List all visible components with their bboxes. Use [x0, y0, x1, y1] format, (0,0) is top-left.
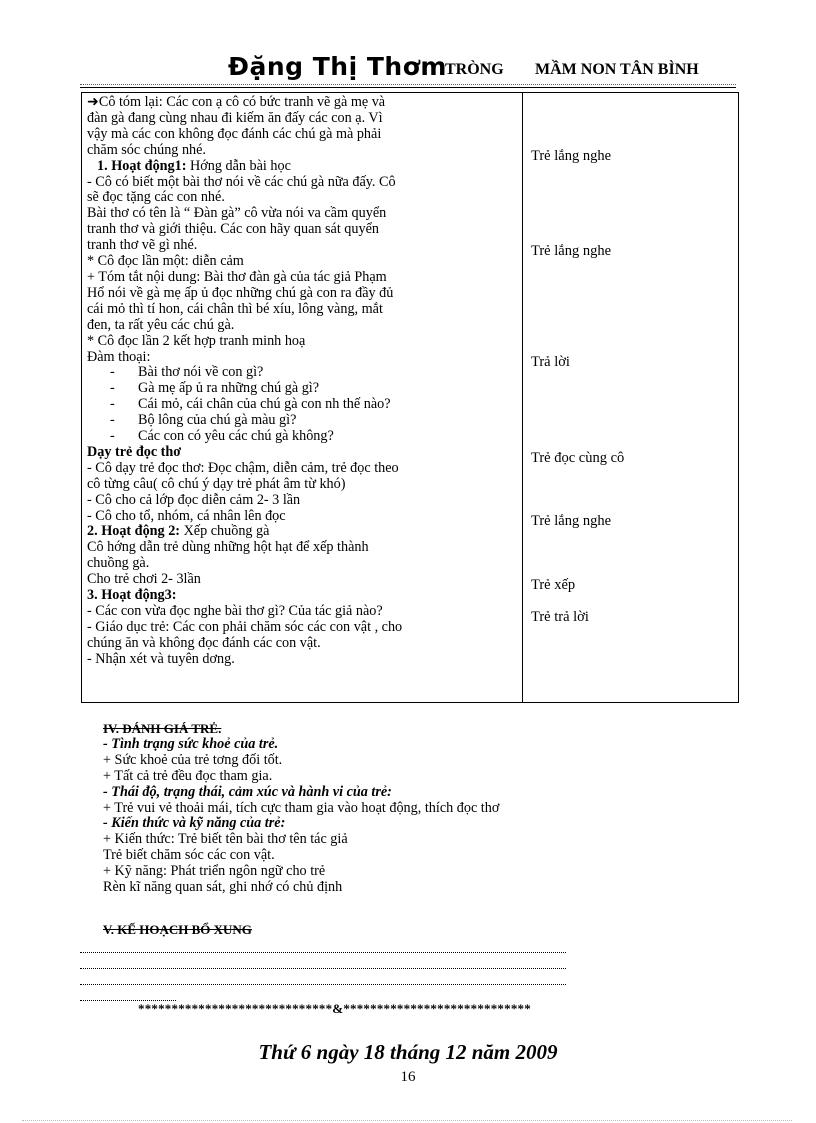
activity-text: Cho trẻ chơi 2- 3lần — [87, 571, 201, 588]
activity-text: sẽ đọc tặng các con nhé. — [87, 189, 225, 206]
bullet-dash: - — [110, 364, 115, 381]
activity-text: Xếp chuồng gà — [180, 523, 270, 540]
bullet-dash: - — [110, 412, 115, 429]
dialogue-question — [87, 429, 522, 445]
activity-line — [87, 222, 522, 238]
activity-text: Đàm thoại: — [87, 348, 151, 365]
activity-text: Cô hớng dẫn trẻ dùng những hột hạt để xếp thành — [87, 539, 369, 556]
evaluation-subheading: - Thái độ, trạng thái, cảm xúc và hành vi của trẻ: — [103, 783, 392, 800]
activity-text: Gà mẹ ấp ủ ra những chú gà gì? — [138, 380, 320, 397]
activity-line — [87, 206, 522, 222]
activity-text: đàn gà đang cùng nhau đi kiếm ăn đấy các con ạ. Vì — [87, 109, 383, 126]
child-response: Trẻ đọc cùng cô — [531, 449, 625, 466]
activity-line — [87, 540, 522, 556]
activity-text: * Cô đọc lần 2 kết hợp tranh minh hoạ — [87, 332, 306, 349]
activity-line — [87, 620, 522, 636]
activity-line — [87, 190, 522, 206]
blank-line-3 — [80, 984, 566, 985]
activity-line — [87, 127, 522, 143]
activity-heading: 1. Hoạt động1: — [97, 157, 187, 174]
dialogue-question — [87, 397, 522, 413]
activity-line — [87, 175, 522, 191]
activity-line — [87, 509, 522, 525]
evaluation-line: + Tất cả trẻ đều đọc tham gia. — [103, 767, 273, 784]
child-response: Trẻ lắng nghe — [531, 243, 612, 260]
lesson-table — [81, 92, 739, 703]
evaluation-line: + Kỹ năng: Phát triển ngôn ngữ cho trẻ — [103, 863, 326, 880]
bullet-dash: - — [110, 380, 115, 397]
school-label: TRÒNG — [445, 61, 504, 78]
activity-heading: 2. Hoạt động 2: — [87, 523, 181, 540]
activity-text: chăm sóc chúng nhé. — [87, 141, 206, 158]
activity-line — [87, 159, 522, 175]
bullet-dash: - — [110, 428, 115, 445]
activity-heading: Dạy trẻ đọc thơ — [87, 443, 182, 460]
evaluation-line: + Sức khoẻ của trẻ tơng đối tốt. — [103, 751, 283, 768]
activity-line — [87, 95, 522, 111]
activity-line — [87, 572, 522, 588]
activity-text: chúng ăn và không đọc đánh các con vật. — [87, 634, 321, 651]
activity-text: Bài thơ có tên là “ Đàn gà” cô vừa nói va cầm quyển — [87, 205, 387, 222]
child-response: Trẻ lắng nghe — [531, 513, 612, 530]
activity-text: Hớng dẫn bài học — [186, 157, 291, 174]
evaluation-subheading: - Kiến thức và kỹ năng của trẻ: — [103, 815, 286, 832]
dialogue-question — [87, 365, 522, 381]
teacher-activities — [82, 93, 522, 668]
activity-line — [87, 652, 522, 668]
activity-line — [87, 143, 522, 159]
activity-text: tranh thơ và giới thiệu. Các con hãy quan sát quyển — [87, 221, 379, 238]
header-rule — [80, 87, 736, 88]
activity-line — [87, 334, 522, 350]
activity-text: ➜Cô tóm lại: Các con ạ cô có bức tranh vẽ gà mẹ và — [87, 94, 386, 110]
activity-text: - Cô cho cả lớp đọc diễn cảm 2- 3 lần — [87, 491, 301, 508]
activity-line — [87, 445, 522, 461]
activity-text: vậy mà các con không đọc đánh các chú gà mà phải — [87, 125, 382, 142]
activity-line — [87, 302, 522, 318]
header-dotted-rule — [80, 84, 736, 85]
activity-line — [87, 493, 522, 509]
activity-text: Bộ lông của chú gà màu gì? — [138, 412, 297, 429]
activity-line — [87, 111, 522, 127]
activity-line — [87, 588, 522, 604]
blank-line-2 — [80, 968, 566, 969]
activity-text: Hổ nói về gà mẹ ấp ủ đọc những chú gà con ra đầy đủ — [87, 284, 394, 301]
separator-stars: *****************************&**************************** — [138, 1001, 531, 1016]
child-response: Trả lời — [531, 354, 570, 371]
activity-line — [87, 270, 522, 286]
activity-line — [87, 636, 522, 652]
activity-line — [87, 286, 522, 302]
activity-line — [87, 524, 522, 540]
activity-line — [87, 461, 522, 477]
plan-heading: V. KẾ HOẠCH BỔ XUNG — [103, 922, 252, 937]
child-response: Trẻ lắng nghe — [531, 147, 612, 164]
teacher-name: Đặng Thị Thơm — [228, 52, 447, 81]
activity-text: - Nhận xét và tuyên dơng. — [87, 650, 235, 667]
child-response: Trẻ xếp — [531, 577, 576, 593]
activity-text: - Cô cho tổ, nhóm, cá nhân lên đọc — [87, 507, 286, 524]
evaluation-section — [103, 721, 499, 896]
activity-line — [87, 350, 522, 366]
activity-text: Bài thơ nói về con gì? — [138, 364, 264, 381]
child-response: Trẻ trả lời — [531, 608, 589, 625]
evaluation-line: Rèn kĩ năng quan sát, ghi nhớ có chủ định — [103, 879, 343, 896]
activity-line — [87, 604, 522, 620]
activity-text: Cái mỏ, cái chân của chú gà con nh thế nào? — [138, 396, 391, 413]
blank-line-1 — [80, 952, 566, 953]
bullet-dash: - — [110, 396, 115, 413]
plan-section — [103, 922, 252, 938]
evaluation-line: + Trẻ vui vẻ thoải mái, tích cực tham gia vào hoạt động, thích đọc thơ — [103, 799, 500, 816]
activity-line — [87, 318, 522, 334]
activity-text: + Tóm tắt nội dung: Bài thơ đàn gà của tác giả Phạm — [87, 268, 387, 285]
activity-text: tranh thơ vẽ gì nhé. — [87, 237, 198, 254]
activity-text: Các con có yêu các chú gà không? — [138, 428, 334, 445]
school-name: MẦM NON TÂN BÌNH — [535, 61, 699, 78]
activity-line — [87, 238, 522, 254]
activity-text: - Cô có biết một bài thơ nói về các chú gà nữa đấy. Cô — [87, 173, 396, 190]
activity-text: cô từng câu( cô chú ý dạy trẻ phát âm từ khó) — [87, 475, 346, 492]
evaluation-line: Trẻ biết chăm sóc các con vật. — [103, 847, 275, 864]
activity-heading: 3. Hoạt động3: — [87, 587, 177, 604]
dialogue-question — [87, 381, 522, 397]
activity-line — [87, 477, 522, 493]
evaluation-heading: IV. ĐÁNH GIÁ TRẺ. — [103, 721, 222, 736]
activity-text: - Các con vừa đọc nghe bài thơ gì? Của tác giả nào? — [87, 603, 383, 619]
footer-rule — [22, 1120, 792, 1121]
activity-line — [87, 556, 522, 572]
activity-text: * Cô đọc lần một: diễn cảm — [87, 253, 244, 270]
teacher-activities-cell — [82, 93, 523, 703]
evaluation-subheading: - Tình trạng sức khoẻ của trẻ. — [103, 735, 279, 752]
dialogue-question — [87, 413, 522, 429]
activity-text: chuồng gà. — [87, 555, 150, 572]
lesson-date: Thứ 6 ngày 18 tháng 12 năm 2009 — [258, 1040, 558, 1064]
activity-text: đen, ta rất yêu các chú gà. — [87, 316, 235, 333]
activity-text: - Cô dạy trẻ đọc thơ: Đọc chậm, diễn cảm, trẻ đọc theo — [87, 459, 399, 476]
activity-text: - Giáo dục trẻ: Các con phải chăm sóc các con vật , cho — [87, 618, 403, 635]
child-activities-cell — [523, 93, 739, 703]
evaluation-line: + Kiến thức: Trẻ biết tên bài thơ tên tác giả — [103, 831, 348, 848]
page-number: 16 — [400, 1069, 416, 1085]
activity-line — [87, 254, 522, 270]
activity-text: cái mỏ thì tí hon, cái chân thì bé xíu, lông vàng, mắt — [87, 300, 383, 317]
